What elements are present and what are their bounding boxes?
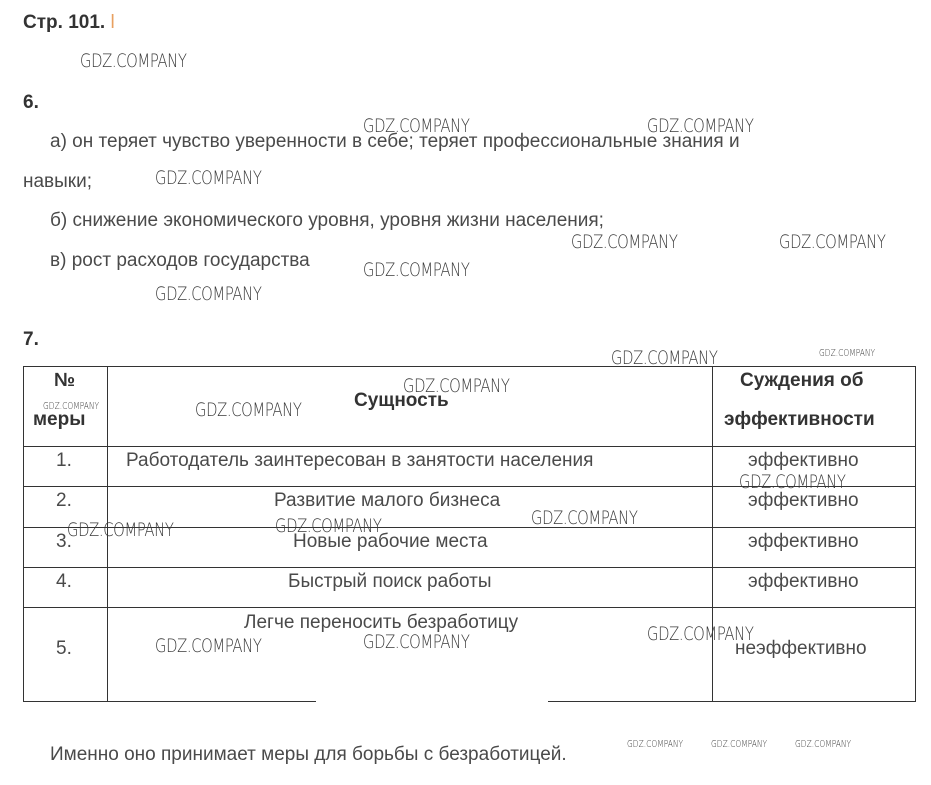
watermark: GDZ.COMPANY (43, 401, 100, 412)
watermark: GDZ.COMPANY (819, 348, 876, 359)
section-6-item-b: б) снижение экономического уровня, уровня жизни населения; (50, 210, 604, 231)
watermark: GDZ.COMPANY (363, 631, 470, 653)
table-row-5-number: 5. (56, 638, 72, 659)
table-row-divider (23, 567, 916, 568)
watermark: GDZ.COMPANY (795, 739, 852, 750)
table-border-bottom (23, 701, 316, 702)
watermark: GDZ.COMPANY (531, 507, 638, 529)
table-row-divider (23, 607, 916, 608)
watermark: GDZ.COMPANY (711, 739, 768, 750)
table-row-5-essence: Легче переносить безработицу (244, 612, 519, 633)
table-col-divider (712, 366, 713, 702)
watermark: GDZ.COMPANY (627, 739, 684, 750)
table-border-left (23, 366, 24, 702)
watermark: GDZ.COMPANY (155, 635, 262, 657)
table-row-5-judgment: неэффективно (735, 638, 867, 659)
page-header-mark: l (110, 12, 115, 33)
section-7-number: 7. (23, 329, 39, 350)
table-border-bottom (548, 701, 916, 702)
table-border-right (915, 366, 916, 702)
watermark: GDZ.COMPANY (275, 515, 382, 537)
table-border-top (23, 366, 916, 367)
table-row-4-judgment: эффективно (748, 571, 859, 592)
watermark: GDZ.COMPANY (155, 283, 262, 305)
table-row-3-judgment: эффективно (748, 531, 859, 552)
section-7-conclusion: Именно оно принимает меры для борьбы с безработицей. (50, 744, 567, 765)
table-header-judgment-line1: Суждения об (740, 370, 864, 391)
table-row-2-number: 2. (56, 490, 72, 511)
table-row-1-number: 1. (56, 450, 72, 471)
table-header-divider (23, 446, 916, 447)
watermark: GDZ.COMPANY (80, 50, 187, 72)
table-row-4-essence: Быстрый поиск работы (288, 571, 492, 592)
table-header-judgment-line2: эффективности (724, 409, 875, 430)
table-row-3-number: 3. (56, 531, 72, 552)
page-header-text: Стр. 101. (23, 12, 106, 33)
watermark: GDZ.COMPANY (779, 231, 886, 253)
table-row-4-number: 4. (56, 571, 72, 592)
table-row-1-essence: Работодатель заинтересован в занятости населения (126, 450, 594, 471)
watermark: GDZ.COMPANY (67, 519, 174, 541)
section-6-number: 6. (23, 92, 39, 113)
table-row-3-essence: Новые рабочие места (293, 531, 488, 552)
watermark: GDZ.COMPANY (647, 115, 754, 137)
watermark: GDZ.COMPANY (739, 471, 846, 493)
table-header-measure: меры (33, 409, 86, 430)
section-6-item-c: в) рост расходов государства (50, 250, 310, 271)
table-row-2-judgment: эффективно (748, 490, 859, 511)
watermark: GDZ.COMPANY (155, 167, 262, 189)
watermark: GDZ.COMPANY (611, 347, 718, 369)
watermark: GDZ.COMPANY (195, 399, 302, 421)
section-6-item-a-line2: навыки; (23, 171, 93, 192)
section-6-item-a-line1: а) он теряет чувство уверенности в себе; теряет профессиональные знания и (50, 131, 740, 152)
table-row-2-essence: Развитие малого бизнеса (274, 490, 501, 511)
watermark: GDZ.COMPANY (647, 623, 754, 645)
watermark: GDZ.COMPANY (403, 375, 510, 397)
watermark: GDZ.COMPANY (363, 115, 470, 137)
watermark: GDZ.COMPANY (571, 231, 678, 253)
table-header-essence: Сущность (354, 390, 449, 411)
watermark: GDZ.COMPANY (363, 259, 470, 281)
table-header-number-symbol: № (54, 370, 76, 391)
page-header (23, 12, 115, 34)
table-row-1-judgment: эффективно (748, 450, 859, 471)
